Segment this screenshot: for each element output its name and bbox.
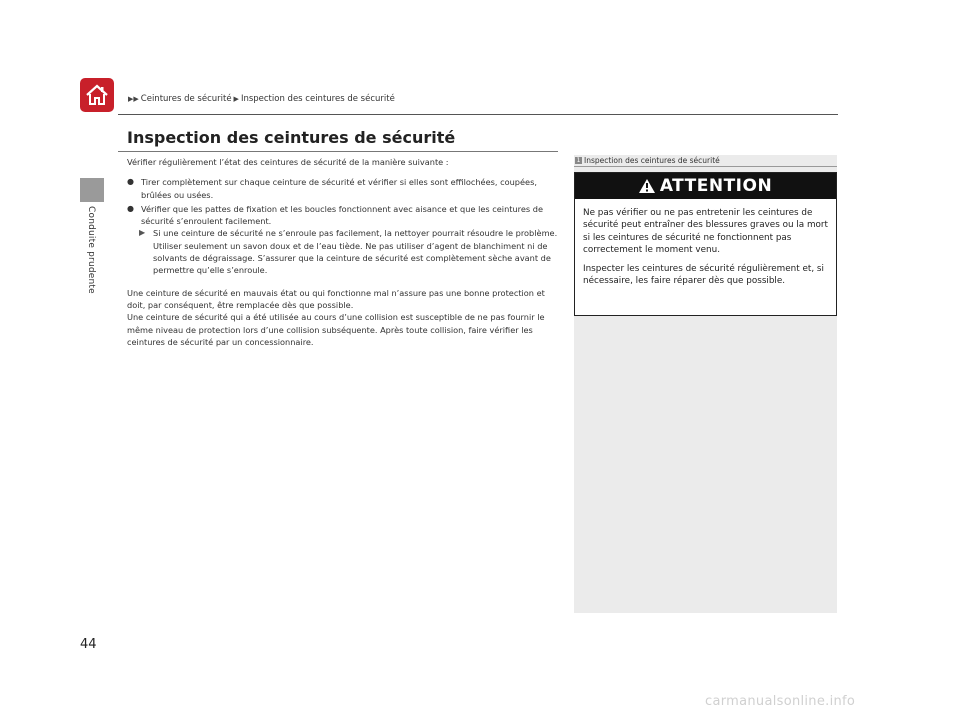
breadcrumb-arrow-icon: ▶▶ bbox=[128, 95, 139, 103]
reference-icon: 1 bbox=[576, 157, 581, 164]
bullet-text: Tirer complètement sur chaque ceinture de sécurité et vérifier si elles sont effilochées, coupées, brûlées ou usées. bbox=[141, 177, 537, 200]
warning-triangle-icon bbox=[639, 179, 655, 193]
paragraph: Une ceinture de sécurité en mauvais état ou qui fonctionne mal n’assure pas une bonne protection et doit, par conséquent, être remplacée dès que possible. bbox=[127, 287, 545, 310]
sidebar-section-tab[interactable] bbox=[80, 178, 104, 202]
warning-title: ATTENTION bbox=[659, 176, 773, 196]
side-panel-header-text: Inspection des ceintures de sécurité bbox=[584, 156, 720, 165]
main-content bbox=[127, 156, 559, 348]
warning-body bbox=[575, 199, 836, 288]
side-panel-divider bbox=[574, 166, 837, 167]
list-item bbox=[127, 203, 559, 228]
warning-box bbox=[574, 172, 837, 316]
sub-note-text: Si une ceinture de sécurité ne s’enroule pas facilement, la nettoyer pourrait résoudre le problème. Utiliser seulement un savon doux et de l’eau tiède. Ne pas utiliser d’agent de blanchiment ni de solvants de dégraissage. S’assurer que la ceinture de sécurité est complètement sèche avant de permettre qu’elle s’enroule. bbox=[153, 228, 558, 276]
title-divider bbox=[118, 151, 558, 152]
side-panel-header bbox=[574, 156, 837, 165]
page-title: Inspection des ceintures de sécurité bbox=[127, 128, 456, 147]
header-divider bbox=[118, 114, 838, 115]
list-item bbox=[127, 176, 559, 201]
arrow-right-icon: ▶ bbox=[139, 228, 146, 238]
intro-text: Vérifier régulièrement l’état des ceintures de sécurité de la manière suivante : bbox=[127, 157, 449, 167]
breadcrumb-item-seatbelts[interactable]: Ceintures de sécurité bbox=[140, 94, 232, 104]
paragraph: Une ceinture de sécurité qui a été utilisée au cours d’une collision est susceptible de ne pas fournir le même niveau de protection lors d’une collision subséquente. Après toute collision, faire vérifier les ceintures de sécurité par un concessionnaire. bbox=[127, 312, 545, 347]
breadcrumb bbox=[128, 94, 395, 104]
breadcrumb-item-inspection[interactable]: Inspection des ceintures de sécurité bbox=[240, 94, 395, 104]
warning-title-bar bbox=[575, 173, 836, 199]
breadcrumb-arrow-icon: ▶ bbox=[233, 95, 239, 103]
warning-paragraph: Inspecter les ceintures de sécurité régulièrement et, si nécessaire, les faire réparer dès que possible. bbox=[583, 264, 824, 287]
sidebar-section-label: Conduite prudente bbox=[86, 206, 96, 294]
warning-paragraph: Ne pas vérifier ou ne pas entretenir les ceintures de sécurité peut entraîner des blessures graves ou la mort si les ceintures de sécurité ne fonctionnent pas correctement le moment venu. bbox=[583, 208, 828, 255]
home-button[interactable] bbox=[80, 78, 114, 112]
bullet-icon: ● bbox=[127, 177, 134, 187]
watermark: carmanualsonline.info bbox=[705, 694, 856, 709]
bullet-icon: ● bbox=[127, 203, 134, 213]
sub-note bbox=[139, 227, 559, 276]
bullet-text: Vérifier que les pattes de fixation et les boucles fonctionnent avec aisance et que les ceintures de sécurité s’enroulent facilement. bbox=[141, 203, 543, 227]
home-icon bbox=[84, 83, 110, 107]
page-number: 44 bbox=[80, 637, 97, 652]
